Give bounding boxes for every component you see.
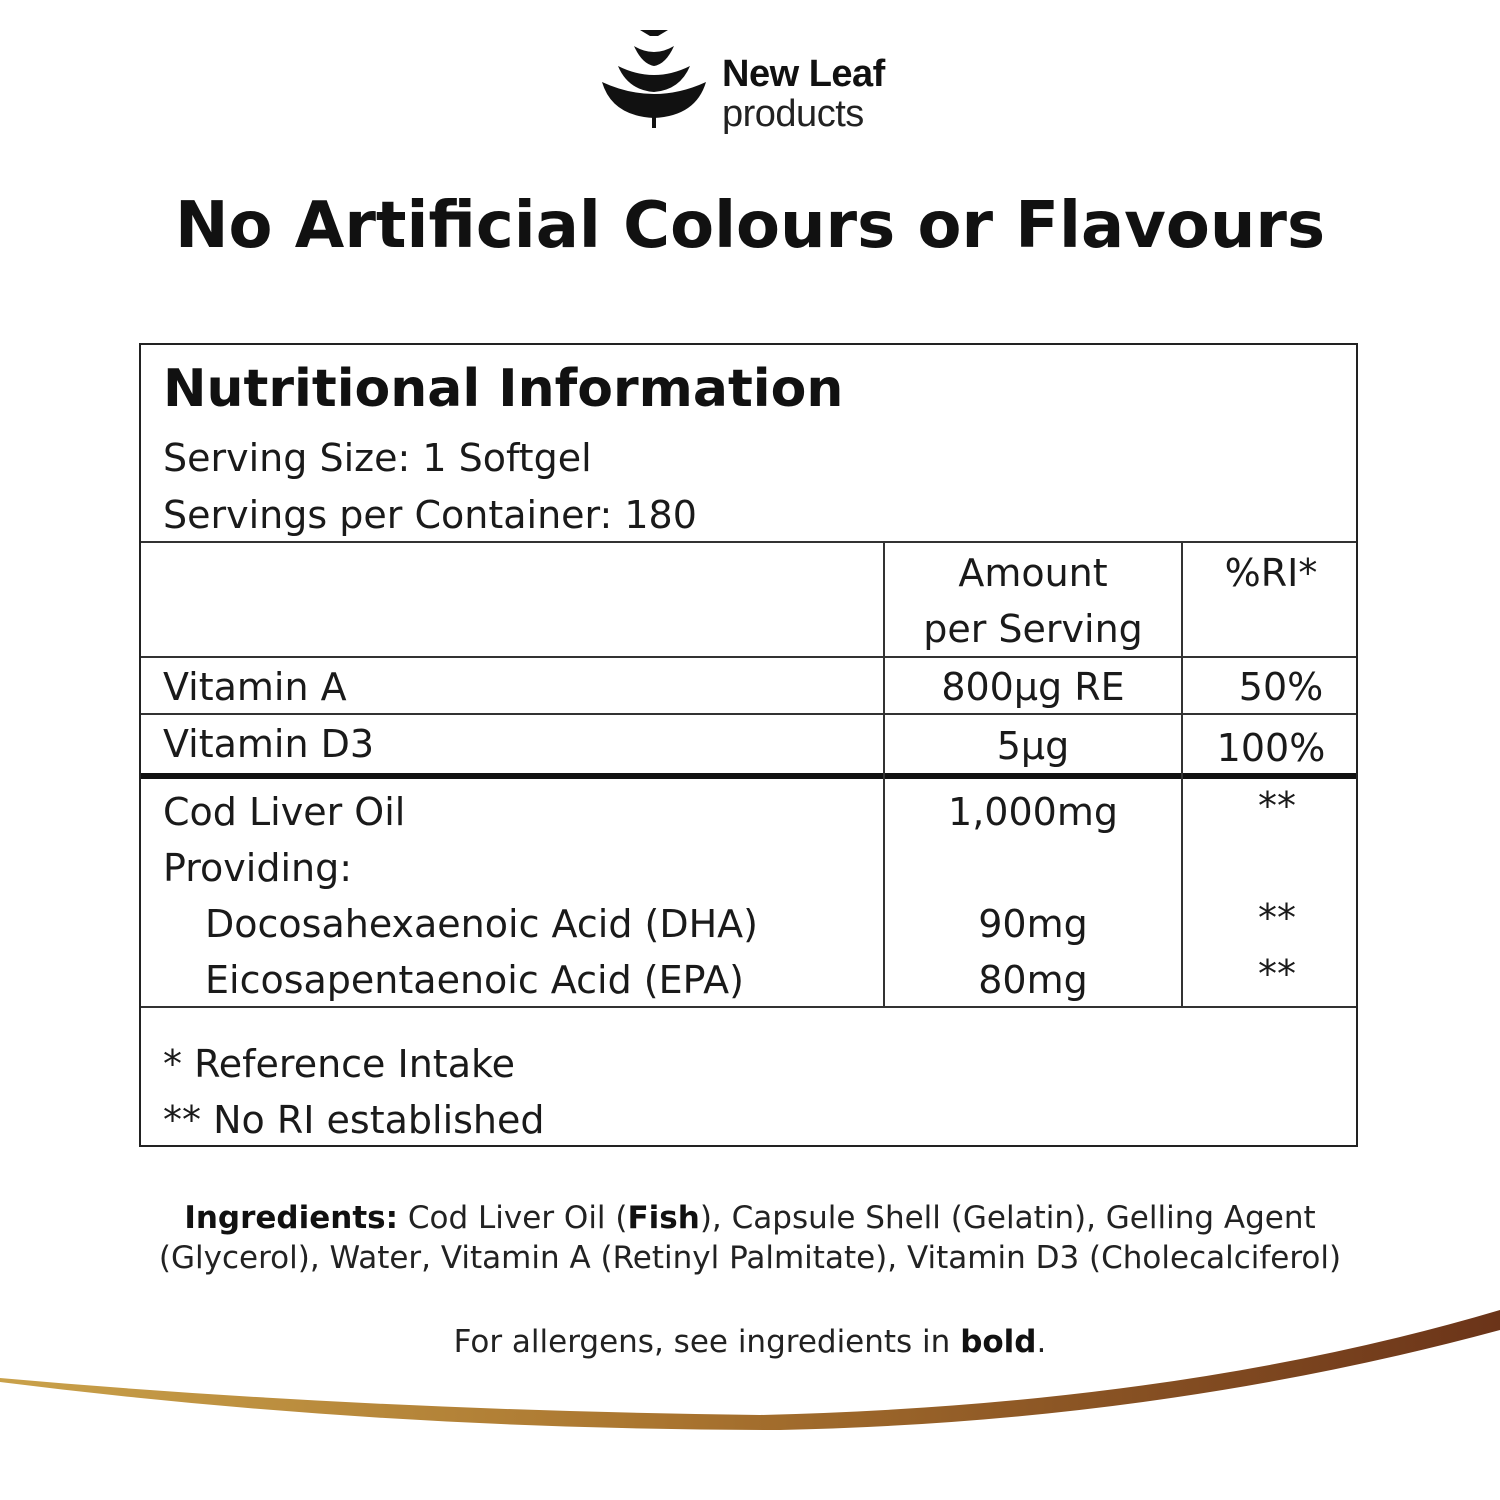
servings-per-container: Servings per Container: 180 <box>163 493 697 537</box>
allergen-note-suffix: . <box>1036 1324 1047 1360</box>
brand-logo <box>600 24 920 136</box>
vitamin-a-amount: 800µg RE <box>941 665 1125 709</box>
oil-providing-label: Providing: <box>163 846 353 890</box>
brand-subtitle: products <box>722 93 864 135</box>
leaf-stack-logo-icon <box>600 24 710 134</box>
ingredients-part1: Cod Liver Oil ( <box>398 1200 628 1236</box>
oil-ri: ** <box>1258 784 1296 828</box>
vitamin-d3-ri: 100% <box>1216 726 1326 770</box>
vitamin-d3-amount: 5µg <box>996 724 1070 768</box>
footnote-ri: * Reference Intake <box>163 1042 516 1086</box>
divider-header <box>141 541 1356 543</box>
ingredients-text <box>100 1198 1400 1278</box>
vitamin-d3-name: Vitamin D3 <box>163 722 375 766</box>
divider-vitamin-d3 <box>141 713 1356 715</box>
serving-size: Serving Size: 1 Softgel <box>163 436 592 480</box>
header-amount-line1: Amount <box>958 551 1108 595</box>
dha-amount: 90mg <box>978 902 1088 946</box>
ingredients-label: Ingredients: <box>184 1200 399 1236</box>
page-headline: No Artificial Colours or Flavours <box>174 189 1326 263</box>
epa-amount: 80mg <box>978 958 1088 1002</box>
dha-ri: ** <box>1258 896 1296 940</box>
nutrition-title: Nutritional Information <box>163 359 844 419</box>
oil-amount: 1,000mg <box>948 790 1118 834</box>
brand-name: New Leaf <box>722 53 885 95</box>
header-amount-line2: per Serving <box>923 607 1143 651</box>
dha-name: Docosahexaenoic Acid (DHA) <box>205 902 759 946</box>
vitamin-a-ri: 50% <box>1238 665 1324 709</box>
epa-name: Eicosapentaenoic Acid (EPA) <box>205 958 744 1002</box>
column-divider-ri <box>1181 541 1183 1008</box>
header-ri: %RI* <box>1224 551 1318 595</box>
nutrition-table <box>139 343 1358 1147</box>
oil-name: Cod Liver Oil <box>163 790 406 834</box>
ingredients-part2: ), Capsule Shell (Gelatin), Gelling Agent (Glycerol), Water, Vitamin A (Retinyl Palmitate), Vitamin D3 (Cholecalciferol) <box>158 1200 1342 1276</box>
divider-vitamin-a <box>141 656 1356 658</box>
divider-thick <box>141 773 1356 779</box>
allergen-note-prefix: For allergens, see ingredients in <box>453 1324 961 1360</box>
footnote-no-ri: ** No RI established <box>163 1098 545 1142</box>
epa-ri: ** <box>1258 952 1296 996</box>
allergen-fish: Fish <box>627 1200 700 1236</box>
allergen-note <box>0 1320 1500 1364</box>
vitamin-a-name: Vitamin A <box>163 665 347 709</box>
allergen-note-bold: bold <box>960 1324 1037 1360</box>
divider-footnotes <box>141 1006 1356 1008</box>
